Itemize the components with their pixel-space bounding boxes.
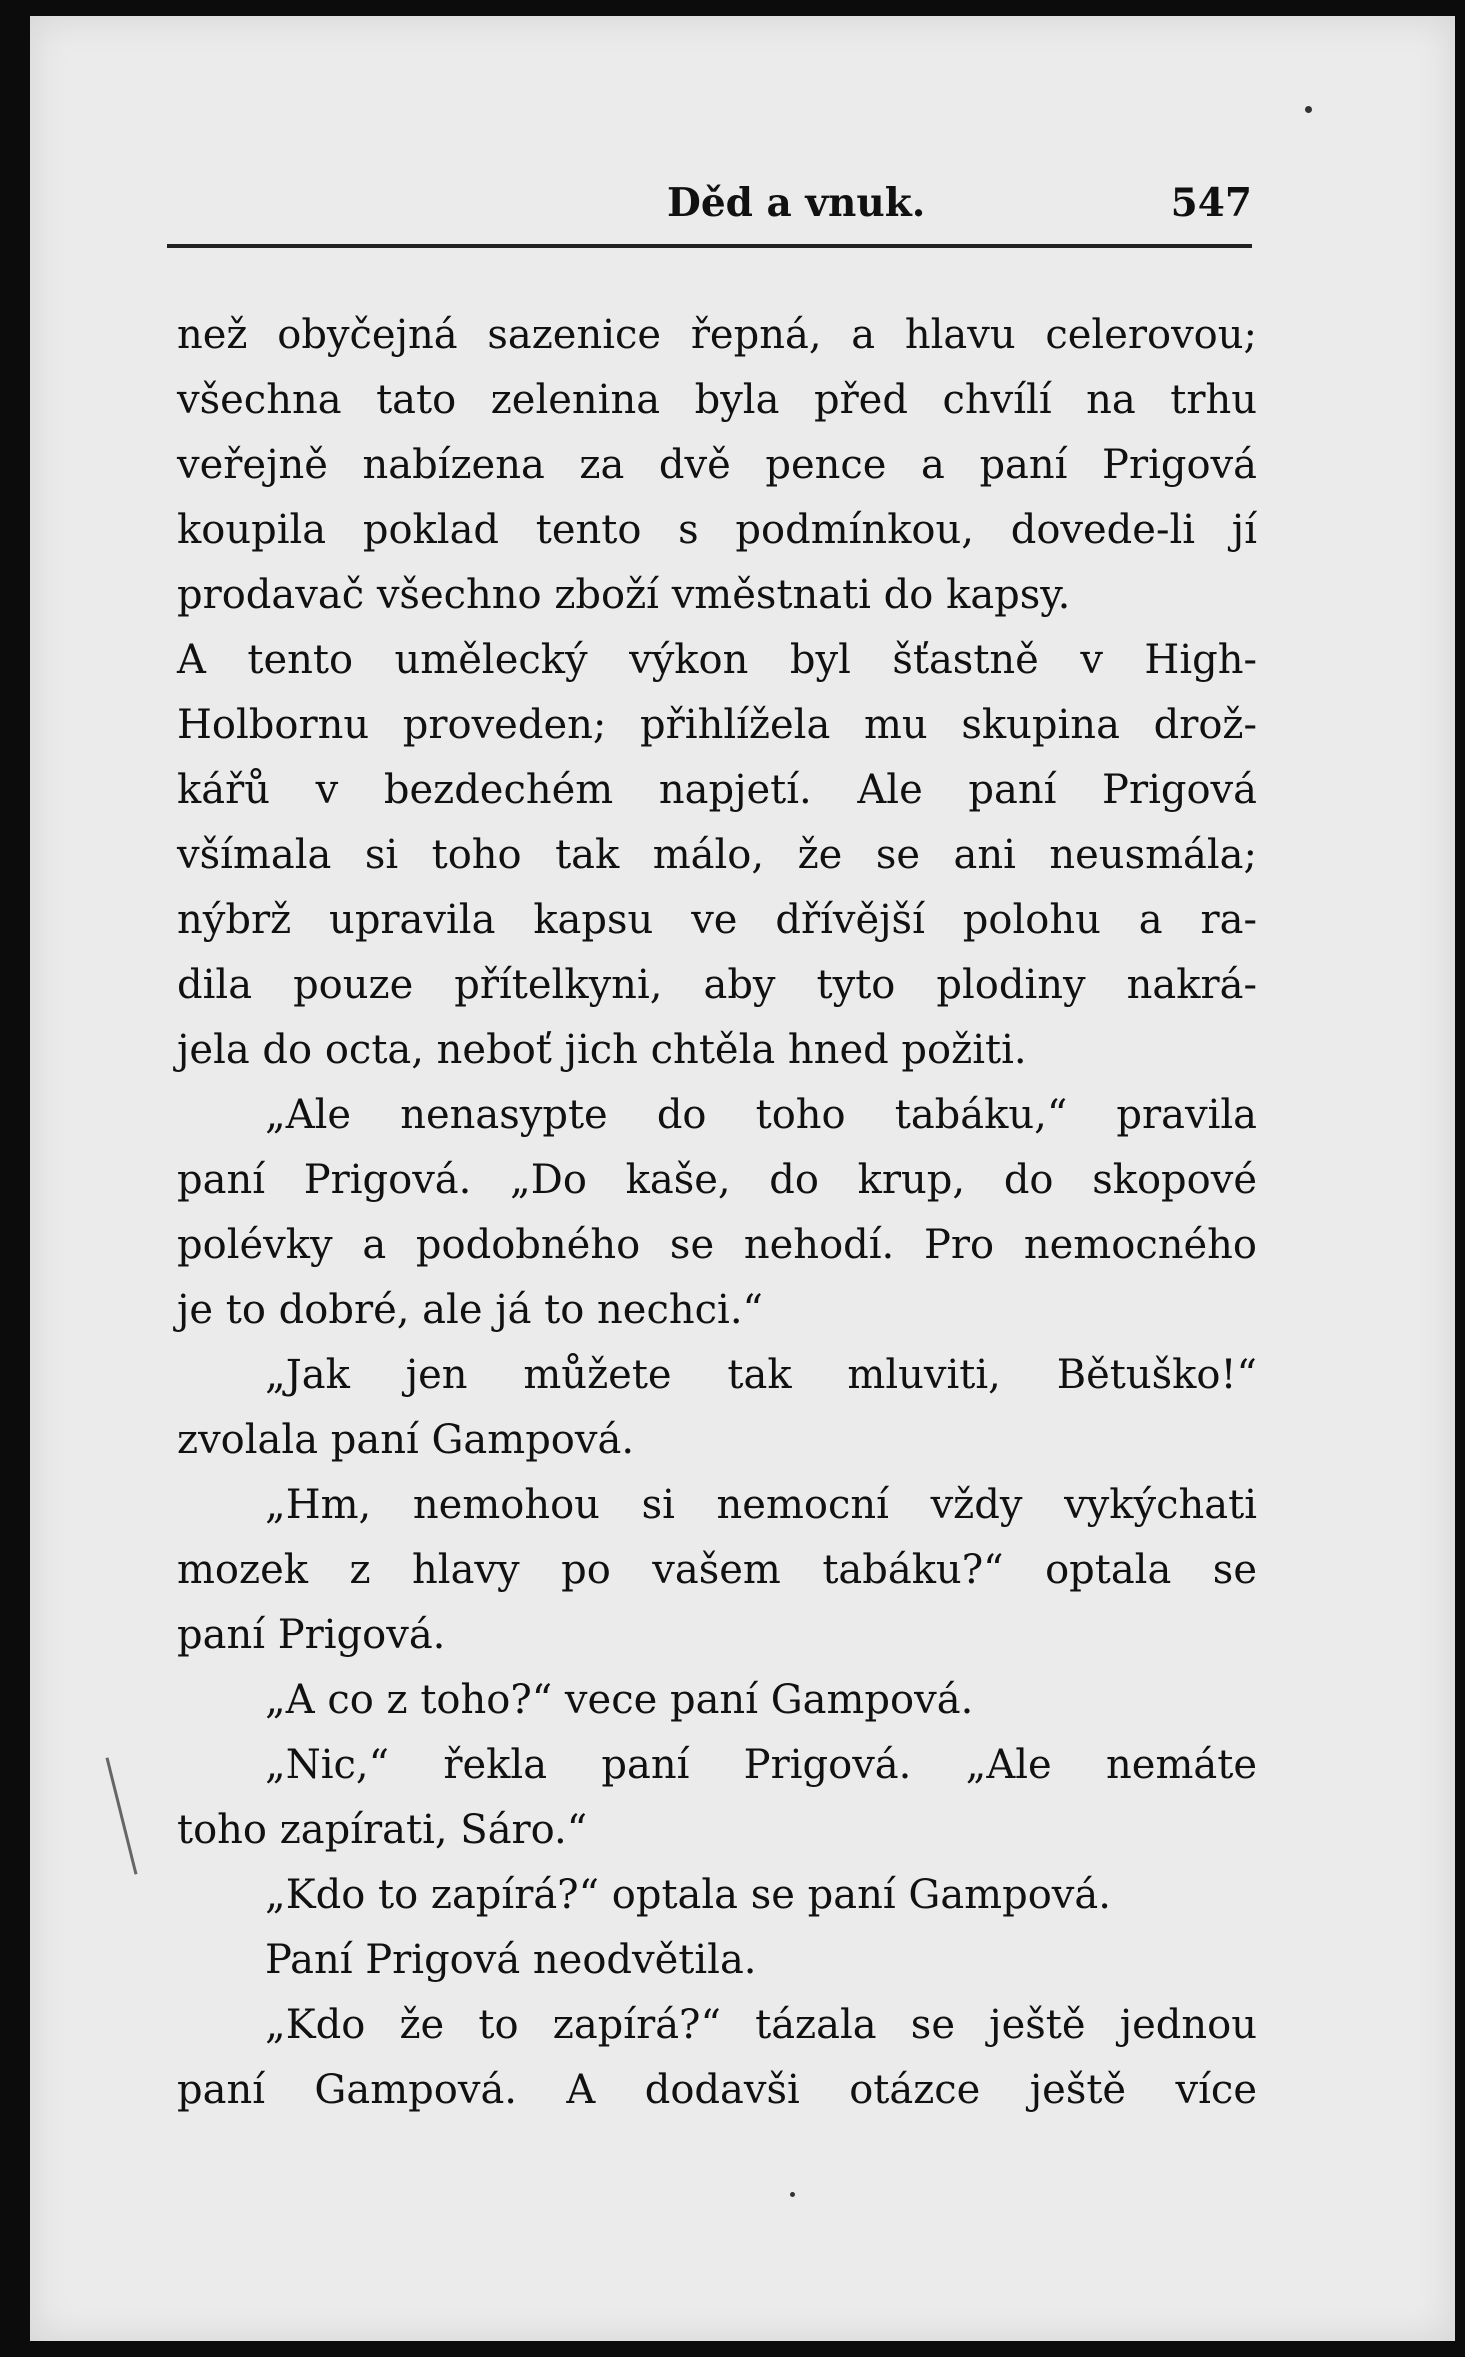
text-line: „Ale nenasypte do toho tabáku,“ pravila <box>265 1092 1257 1138</box>
text-line: „Nic,“ řekla paní Prigová. „Ale nemáte <box>265 1742 1257 1788</box>
ink-speck <box>790 2192 795 2197</box>
text-line: koupila poklad tento s podmínkou, dovede-li jí <box>177 507 1257 553</box>
book-page <box>30 16 1455 2341</box>
text-line: paní Prigová. <box>177 1612 446 1658</box>
text-line: než obyčejná sazenice řepná, a hlavu celerovou; <box>177 312 1257 358</box>
text-line: všímala si toho tak málo, že se ani neusmála; <box>177 832 1257 878</box>
ink-speck <box>1305 106 1312 113</box>
running-head: Děd a vnuk. <box>667 180 926 226</box>
text-line: polévky a podobného se nehodí. Pro nemocného <box>177 1222 1257 1268</box>
text-line: „Kdo že to zapírá?“ tázala se ještě jednou <box>265 2002 1257 2048</box>
text-line: paní Gampová. A dodavši otázce ještě více <box>177 2067 1257 2113</box>
scan-mark <box>106 1757 138 1874</box>
text-line: kářů v bezdechém napjetí. Ale paní Prigová <box>177 767 1257 813</box>
text-line: Paní Prigová neodvětila. <box>265 1937 757 1983</box>
text-line: veřejně nabízena za dvě pence a paní Prigová <box>177 442 1257 488</box>
text-line: A tento umělecký výkon byl šťastně v High- <box>177 637 1257 683</box>
text-line: mozek z hlavy po vašem tabáku?“ optala se <box>177 1547 1257 1593</box>
text-line: „Hm, nemohou si nemocní vždy vykýchati <box>265 1482 1257 1528</box>
text-line: je to dobré, ale já to nechci.“ <box>177 1287 763 1333</box>
text-line: nýbrž upravila kapsu ve dřívější polohu a ra- <box>177 897 1257 943</box>
text-line: zvolala paní Gampová. <box>177 1417 635 1463</box>
text-line: „Kdo to zapírá?“ optala se paní Gampová. <box>265 1872 1111 1918</box>
text-line: „A co z toho?“ vece paní Gampová. <box>265 1677 974 1723</box>
text-line: toho zapírati, Sáro.“ <box>177 1807 588 1853</box>
text-line: Holbornu proveden; přihlížela mu skupina drož- <box>177 702 1257 748</box>
text-line: dila pouze přítelkyni, aby tyto plodiny nakrá- <box>177 962 1257 1008</box>
page-header <box>167 176 1252 240</box>
text-line: „Jak jen můžete tak mluviti, Bětuško!“ <box>265 1352 1257 1398</box>
text-line: prodavač všechno zboží vměstnati do kapsy. <box>177 572 1071 618</box>
text-line: všechna tato zelenina byla před chvílí na trhu <box>177 377 1257 423</box>
text-line: paní Prigová. „Do kaše, do krup, do skopové <box>177 1157 1257 1203</box>
header-rule <box>167 244 1252 248</box>
page-number: 547 <box>1170 180 1252 226</box>
text-line: jela do octa, neboť jich chtěla hned požiti. <box>177 1027 1027 1073</box>
body-text <box>177 303 1257 2123</box>
